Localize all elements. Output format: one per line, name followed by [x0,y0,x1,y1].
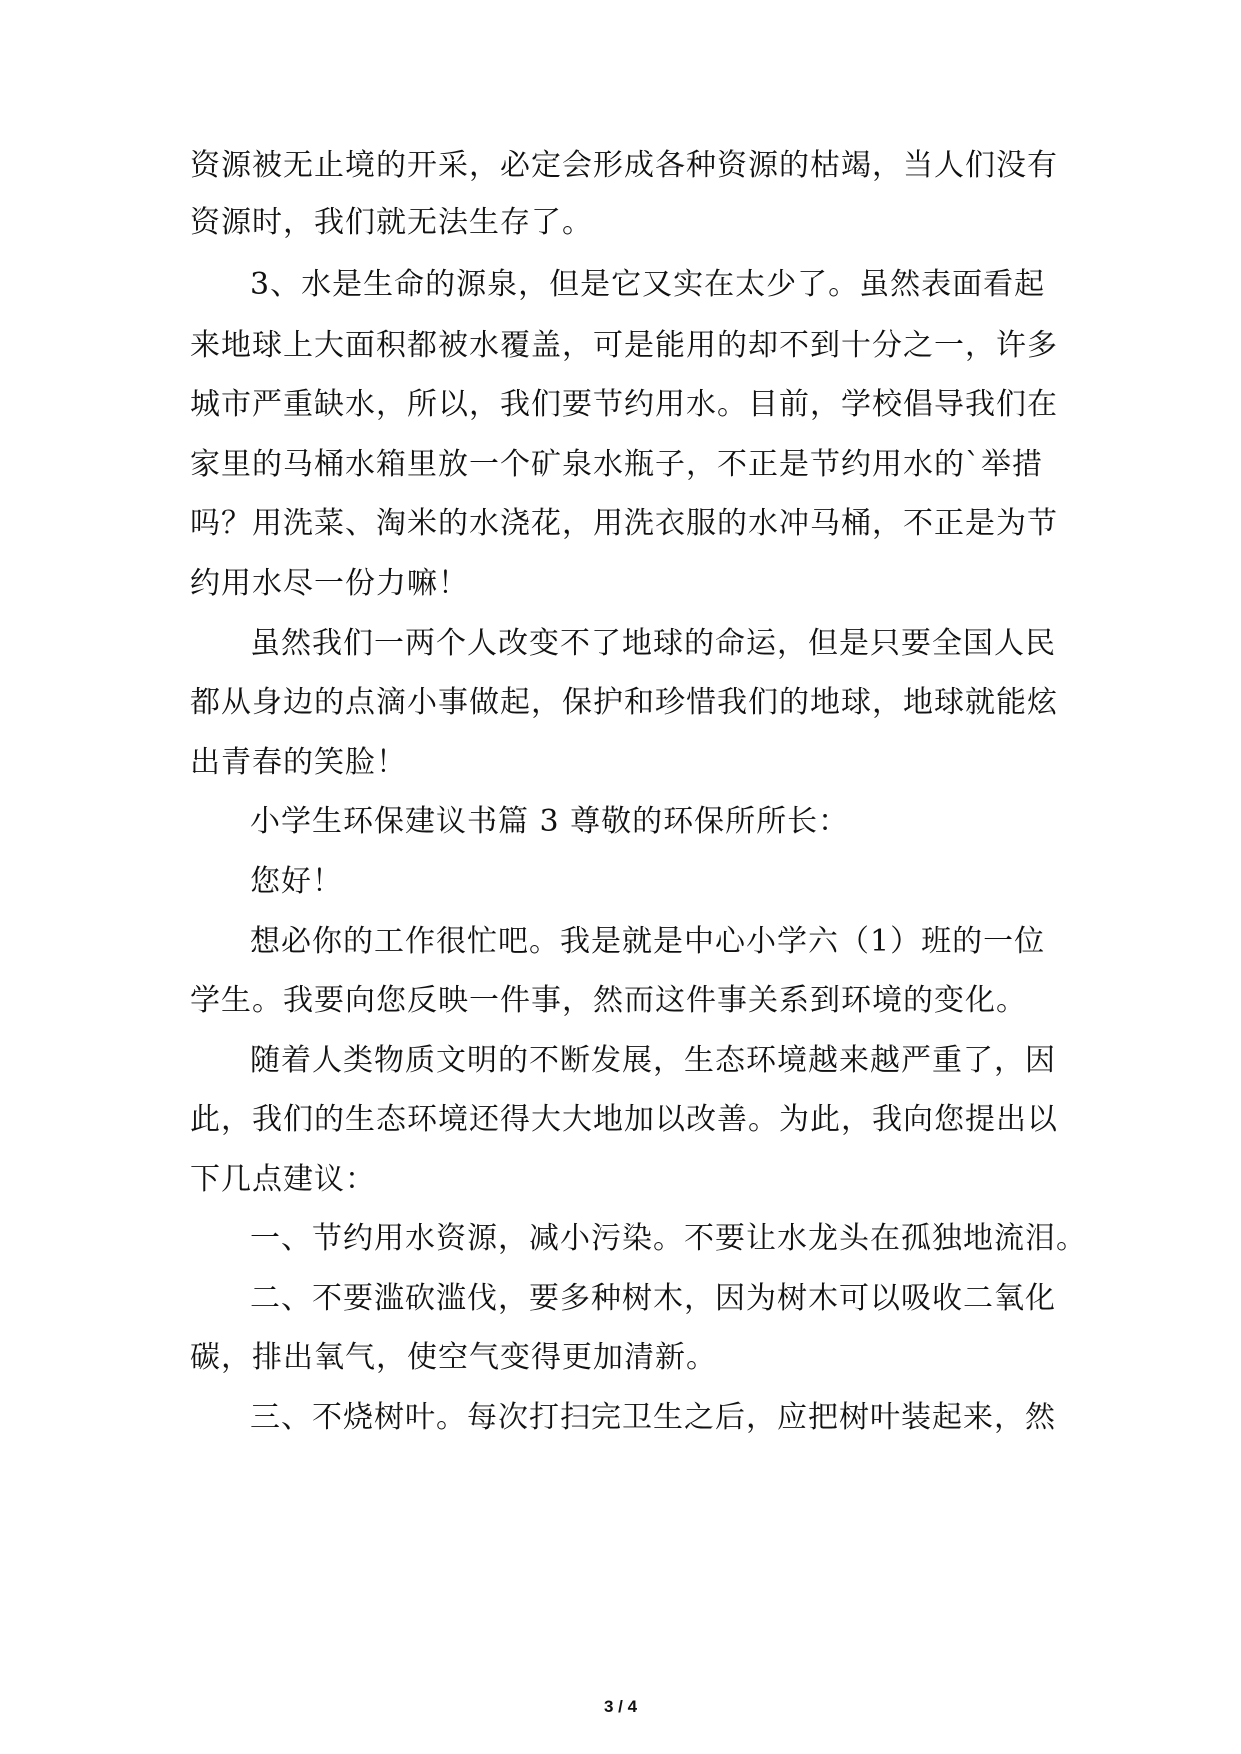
text-line: 碳，排出氧气，使空气变得更加清新。 [190,1340,717,1375]
text-line: 来地球上大面积都被水覆盖，可是能用的却不到十分之一，许多 [190,328,1058,363]
text-line: 小学生环保建议书篇 3 尊敬的环保所所长： [250,804,850,839]
text-line: 三、不烧树叶。每次打扫完卫生之后，应把树叶装起来，然 [250,1400,1056,1435]
text-line: 资源时，我们就无法生存了。 [190,205,593,240]
text-line: 家里的马桶水箱里放一个矿泉水瓶子，不正是节约用水的`举措 [190,447,1043,482]
text-line: 出青春的笑脸！ [190,745,407,780]
text-line: 吗？用洗菜、淘米的水浇花，用洗衣服的水冲马桶，不正是为节 [190,506,1058,541]
text-line: 都从身边的点滴小事做起，保护和珍惜我们的地球，地球就能炫 [190,685,1058,720]
text-line: 一、节约用水资源，减小污染。不要让水龙头在孤独地流泪。 [250,1221,1087,1256]
text-line: 虽然我们一两个人改变不了地球的命运，但是只要全国人民 [250,626,1056,661]
text-line: 此，我们的生态环境还得大大地加以改善。为此，我向您提出以 [190,1102,1058,1137]
text-line: 城市严重缺水，所以，我们要节约用水。目前，学校倡导我们在 [190,387,1058,422]
text-line: 随着人类物质文明的不断发展，生态环境越来越严重了，因 [250,1043,1056,1078]
text-line: 3、水是生命的源泉，但是它又实在太少了。虽然表面看起 [250,267,1046,302]
text-line: 约用水尽一份力嘛！ [190,566,469,601]
text-line: 二、不要滥砍滥伐，要多种树木，因为树木可以吸收二氧化 [250,1281,1056,1316]
text-line: 学生。我要向您反映一件事，然而这件事关系到环境的变化。 [190,983,1027,1018]
text-line: 想必你的工作很忙吧。我是就是中心小学六（1）班的一位 [250,924,1046,959]
page-number: 3 / 4 [603,1697,638,1716]
text-line: 您好！ [250,864,343,899]
text-line: 资源被无止境的开采，必定会形成各种资源的枯竭，当人们没有 [190,148,1058,183]
text-line: 下几点建议： [190,1162,376,1197]
